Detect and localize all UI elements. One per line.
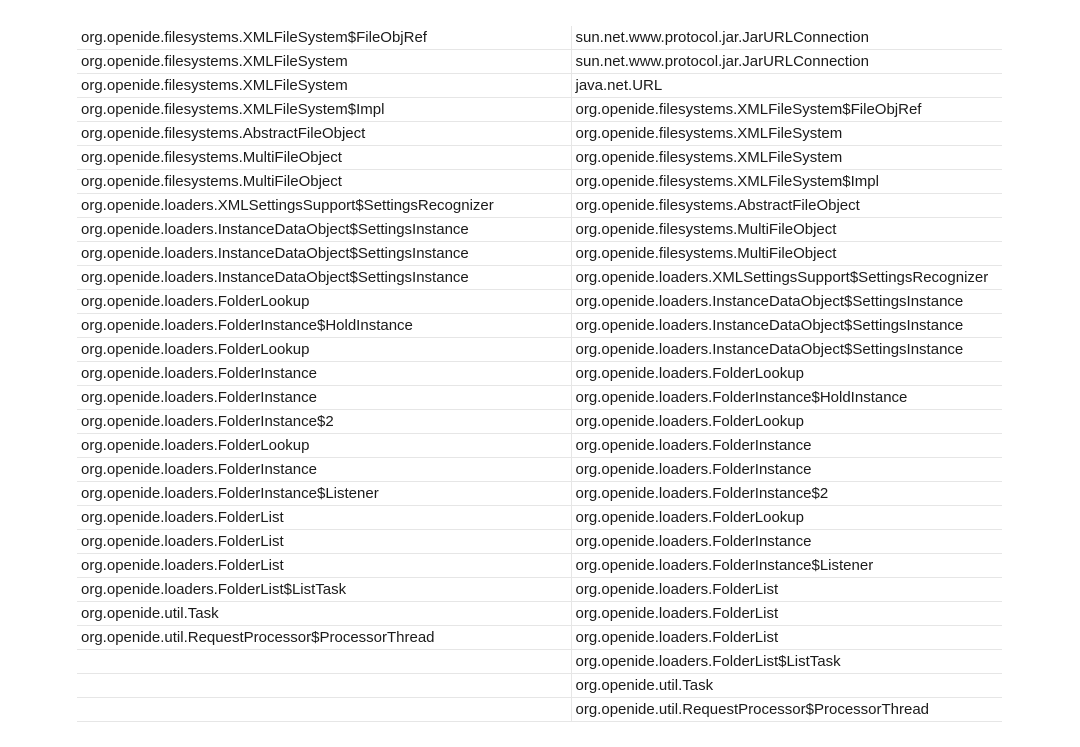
left-column-cell: org.openide.filesystems.XMLFileSystem bbox=[77, 50, 571, 74]
table-row bbox=[77, 554, 1002, 578]
stack-trace-comparison-table bbox=[77, 26, 1002, 722]
right-column-cell: org.openide.filesystems.XMLFileSystem$FileObjRef bbox=[571, 98, 1002, 122]
table-row bbox=[77, 506, 1002, 530]
left-column-cell: org.openide.filesystems.XMLFileSystem$FileObjRef bbox=[77, 26, 571, 50]
right-column-cell: org.openide.filesystems.XMLFileSystem$Impl bbox=[571, 170, 1002, 194]
table-body bbox=[77, 26, 1002, 722]
right-column-cell: org.openide.util.RequestProcessor$ProcessorThread bbox=[571, 698, 1002, 722]
left-column-cell: org.openide.loaders.FolderLookup bbox=[77, 434, 571, 458]
table-row bbox=[77, 458, 1002, 482]
left-column-cell: org.openide.loaders.FolderInstance$Listener bbox=[77, 482, 571, 506]
left-column-cell: org.openide.loaders.FolderList bbox=[77, 530, 571, 554]
right-column-cell: org.openide.filesystems.AbstractFileObject bbox=[571, 194, 1002, 218]
left-column-cell: org.openide.loaders.FolderList bbox=[77, 554, 571, 578]
left-column-cell: org.openide.filesystems.XMLFileSystem bbox=[77, 74, 571, 98]
left-column-cell: org.openide.loaders.FolderInstance$HoldInstance bbox=[77, 314, 571, 338]
left-column-cell: org.openide.filesystems.MultiFileObject bbox=[77, 146, 571, 170]
left-column-cell bbox=[77, 674, 571, 698]
table-row bbox=[77, 410, 1002, 434]
table-row bbox=[77, 674, 1002, 698]
left-column-cell bbox=[77, 650, 571, 674]
left-column-cell: org.openide.loaders.InstanceDataObject$SettingsInstance bbox=[77, 266, 571, 290]
right-column-cell: java.net.URL bbox=[571, 74, 1002, 98]
left-column-cell: org.openide.util.Task bbox=[77, 602, 571, 626]
table-row bbox=[77, 242, 1002, 266]
table-row bbox=[77, 314, 1002, 338]
left-column-cell: org.openide.loaders.FolderInstance$2 bbox=[77, 410, 571, 434]
right-column-cell: sun.net.www.protocol.jar.JarURLConnection bbox=[571, 50, 1002, 74]
left-column-cell: org.openide.util.RequestProcessor$ProcessorThread bbox=[77, 626, 571, 650]
right-column-cell: org.openide.loaders.FolderInstance bbox=[571, 458, 1002, 482]
left-column-cell bbox=[77, 698, 571, 722]
table-row bbox=[77, 98, 1002, 122]
left-column-cell: org.openide.loaders.FolderInstance bbox=[77, 362, 571, 386]
table-row bbox=[77, 650, 1002, 674]
table-row bbox=[77, 698, 1002, 722]
right-column-cell: sun.net.www.protocol.jar.JarURLConnection bbox=[571, 26, 1002, 50]
left-column-cell: org.openide.loaders.FolderLookup bbox=[77, 290, 571, 314]
left-column-cell: org.openide.loaders.FolderList bbox=[77, 506, 571, 530]
table-row bbox=[77, 602, 1002, 626]
right-column-cell: org.openide.loaders.FolderLookup bbox=[571, 362, 1002, 386]
table-row bbox=[77, 530, 1002, 554]
left-column-cell: org.openide.filesystems.AbstractFileObject bbox=[77, 122, 571, 146]
right-column-cell: org.openide.loaders.FolderLookup bbox=[571, 410, 1002, 434]
right-column-cell: org.openide.loaders.InstanceDataObject$SettingsInstance bbox=[571, 338, 1002, 362]
right-column-cell: org.openide.loaders.FolderList bbox=[571, 602, 1002, 626]
right-column-cell: org.openide.filesystems.XMLFileSystem bbox=[571, 122, 1002, 146]
left-column-cell: org.openide.loaders.FolderInstance bbox=[77, 458, 571, 482]
right-column-cell: org.openide.loaders.FolderInstance bbox=[571, 530, 1002, 554]
right-column-cell: org.openide.util.Task bbox=[571, 674, 1002, 698]
table-row bbox=[77, 482, 1002, 506]
table-row bbox=[77, 266, 1002, 290]
table-row bbox=[77, 26, 1002, 50]
right-column-cell: org.openide.loaders.FolderInstance$2 bbox=[571, 482, 1002, 506]
left-column-cell: org.openide.loaders.FolderList$ListTask bbox=[77, 578, 571, 602]
table-row bbox=[77, 290, 1002, 314]
left-column-cell: org.openide.loaders.InstanceDataObject$SettingsInstance bbox=[77, 242, 571, 266]
left-column-cell: org.openide.filesystems.MultiFileObject bbox=[77, 170, 571, 194]
table-row bbox=[77, 194, 1002, 218]
right-column-cell: org.openide.loaders.InstanceDataObject$SettingsInstance bbox=[571, 314, 1002, 338]
table-row bbox=[77, 338, 1002, 362]
table-row bbox=[77, 218, 1002, 242]
right-column-cell: org.openide.loaders.FolderList$ListTask bbox=[571, 650, 1002, 674]
right-column-cell: org.openide.loaders.FolderList bbox=[571, 578, 1002, 602]
left-column-cell: org.openide.loaders.FolderLookup bbox=[77, 338, 571, 362]
table-row bbox=[77, 50, 1002, 74]
left-column-cell: org.openide.filesystems.XMLFileSystem$Impl bbox=[77, 98, 571, 122]
right-column-cell: org.openide.filesystems.XMLFileSystem bbox=[571, 146, 1002, 170]
right-column-cell: org.openide.loaders.XMLSettingsSupport$SettingsRecognizer bbox=[571, 266, 1002, 290]
right-column-cell: org.openide.filesystems.MultiFileObject bbox=[571, 218, 1002, 242]
left-column-cell: org.openide.loaders.FolderInstance bbox=[77, 386, 571, 410]
table-row bbox=[77, 146, 1002, 170]
right-column-cell: org.openide.filesystems.MultiFileObject bbox=[571, 242, 1002, 266]
right-column-cell: org.openide.loaders.FolderInstance$HoldInstance bbox=[571, 386, 1002, 410]
table-row bbox=[77, 434, 1002, 458]
table-row bbox=[77, 578, 1002, 602]
table-row bbox=[77, 626, 1002, 650]
table-row bbox=[77, 122, 1002, 146]
right-column-cell: org.openide.loaders.FolderInstance$Listener bbox=[571, 554, 1002, 578]
table-row bbox=[77, 362, 1002, 386]
table-row bbox=[77, 386, 1002, 410]
left-column-cell: org.openide.loaders.InstanceDataObject$SettingsInstance bbox=[77, 218, 571, 242]
right-column-cell: org.openide.loaders.InstanceDataObject$SettingsInstance bbox=[571, 290, 1002, 314]
table-row bbox=[77, 74, 1002, 98]
right-column-cell: org.openide.loaders.FolderInstance bbox=[571, 434, 1002, 458]
right-column-cell: org.openide.loaders.FolderList bbox=[571, 626, 1002, 650]
right-column-cell: org.openide.loaders.FolderLookup bbox=[571, 506, 1002, 530]
table-row bbox=[77, 170, 1002, 194]
left-column-cell: org.openide.loaders.XMLSettingsSupport$SettingsRecognizer bbox=[77, 194, 571, 218]
